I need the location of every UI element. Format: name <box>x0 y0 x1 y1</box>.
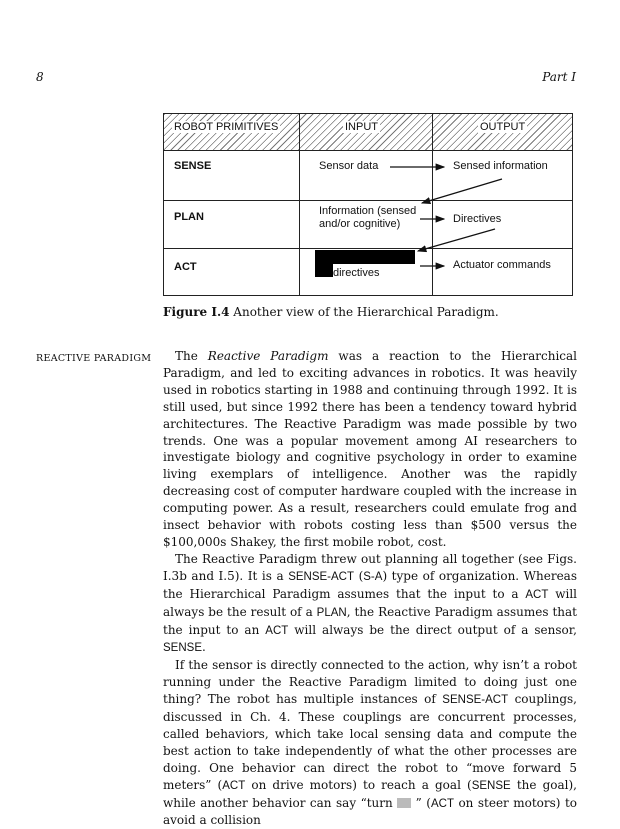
text-run: the goal), while another behavior can say “turn <box>163 777 577 810</box>
input-plan-line2: and/or cognitive) <box>319 218 401 230</box>
text-run: , the Reactive Paradigm assumes that the input to an <box>163 604 577 637</box>
input-plan-line1: Information (sensed <box>319 205 417 217</box>
input-sense: Sensor data <box>319 160 379 172</box>
caption-text: Another view of the Hierarchical Paradigm. <box>233 305 499 319</box>
primitive-sense: SENSE <box>174 160 212 172</box>
text-run: on steer motors) to avoid a collision <box>163 795 578 828</box>
term-reactive-paradigm: Reactive Paradigm <box>207 349 329 363</box>
figure-caption <box>163 305 499 319</box>
part-label: Part I <box>542 70 576 84</box>
flow-arrows <box>164 114 574 297</box>
output-act: Actuator commands <box>453 259 551 271</box>
output-sense: Sensed information <box>453 160 548 172</box>
hierarchical-paradigm-figure <box>163 113 573 296</box>
margin-note: REACTIVE PARADIGM <box>36 353 152 364</box>
output-plan: Directives <box>453 213 502 225</box>
text-run: ” ( <box>411 795 431 810</box>
paragraph <box>163 348 577 551</box>
term: ACT <box>265 624 289 637</box>
primitive-plan: PLAN <box>174 211 204 223</box>
term: PLAN <box>316 606 347 619</box>
term: SENSE <box>471 779 511 792</box>
text-run: on drive motors) to reach a goal ( <box>245 777 472 792</box>
text-run: ) type of organization. Whereas the Hierarchical Paradigm assumes that the input to a <box>163 568 577 601</box>
paragraph <box>163 657 577 829</box>
term: S-A <box>363 570 383 583</box>
paragraph <box>163 551 577 657</box>
arrow-to-act <box>418 229 495 251</box>
term: ACT <box>430 797 454 810</box>
text-run: was a reaction to the Hierarchical Paradigm, and led to exciting advances in robotics. It was heavily used in robotics starting in 1988 and continuing through 1992. It is still used, but since 1992 there has been a tendency toward hybrid architectures. The Reactive Paradigm was made possible by two trends. One was a popular movement among AI researchers to investigate biology and cognitive psychology in order to examine living exemplars of intelligence. Another was the rapidly decreasing cost of computer hardware coupled with the increase in computing power. As a result, researchers could emulate frog and insect behavior with robots costing less than $500 versus the $100,000s Shakey, the first mobile robot, cost. <box>163 349 577 549</box>
term: SENSE-ACT <box>288 570 355 583</box>
term: SENSE-ACT <box>442 694 509 707</box>
term: SENSE <box>163 642 202 655</box>
text-run: will always be the direct output of a sensor, <box>288 622 577 637</box>
text-run: . <box>202 640 206 655</box>
term: ACT <box>525 588 549 601</box>
header-label-input: INPUT <box>345 121 378 133</box>
text-run: The Reactive Paradigm threw out planning all together (see Figs. I.3b and I.5). It is a <box>163 551 577 583</box>
text-run: ( <box>354 568 364 583</box>
header-label-primitives: ROBOT PRIMITIVES <box>174 121 279 133</box>
page-number: 8 <box>36 70 44 84</box>
arrow-to-plan <box>422 179 502 203</box>
primitive-act: ACT <box>174 261 197 273</box>
term: ACT <box>222 779 246 792</box>
caption-label: Figure I.4 <box>163 305 230 319</box>
body-text <box>163 348 577 829</box>
text-run: will always be the result of a <box>163 586 577 619</box>
text-run: couplings, discussed in Ch. 4. These couplings are concurrent processes, called behaviors, which take local sensing data and compute the best action to take independently of what the other processes are doing. One behavior can direct the robot to “move forward 5 meters” ( <box>163 692 577 792</box>
header-label-output: OUTPUT <box>480 121 526 133</box>
text-run: If the sensor is directly connected to the action, why isn’t a robot running under the Reactive Paradigm limited to doing just one thing? The robot has multiple instances of <box>163 658 577 707</box>
input-act: directives <box>333 267 380 279</box>
text-run: The <box>175 349 208 363</box>
